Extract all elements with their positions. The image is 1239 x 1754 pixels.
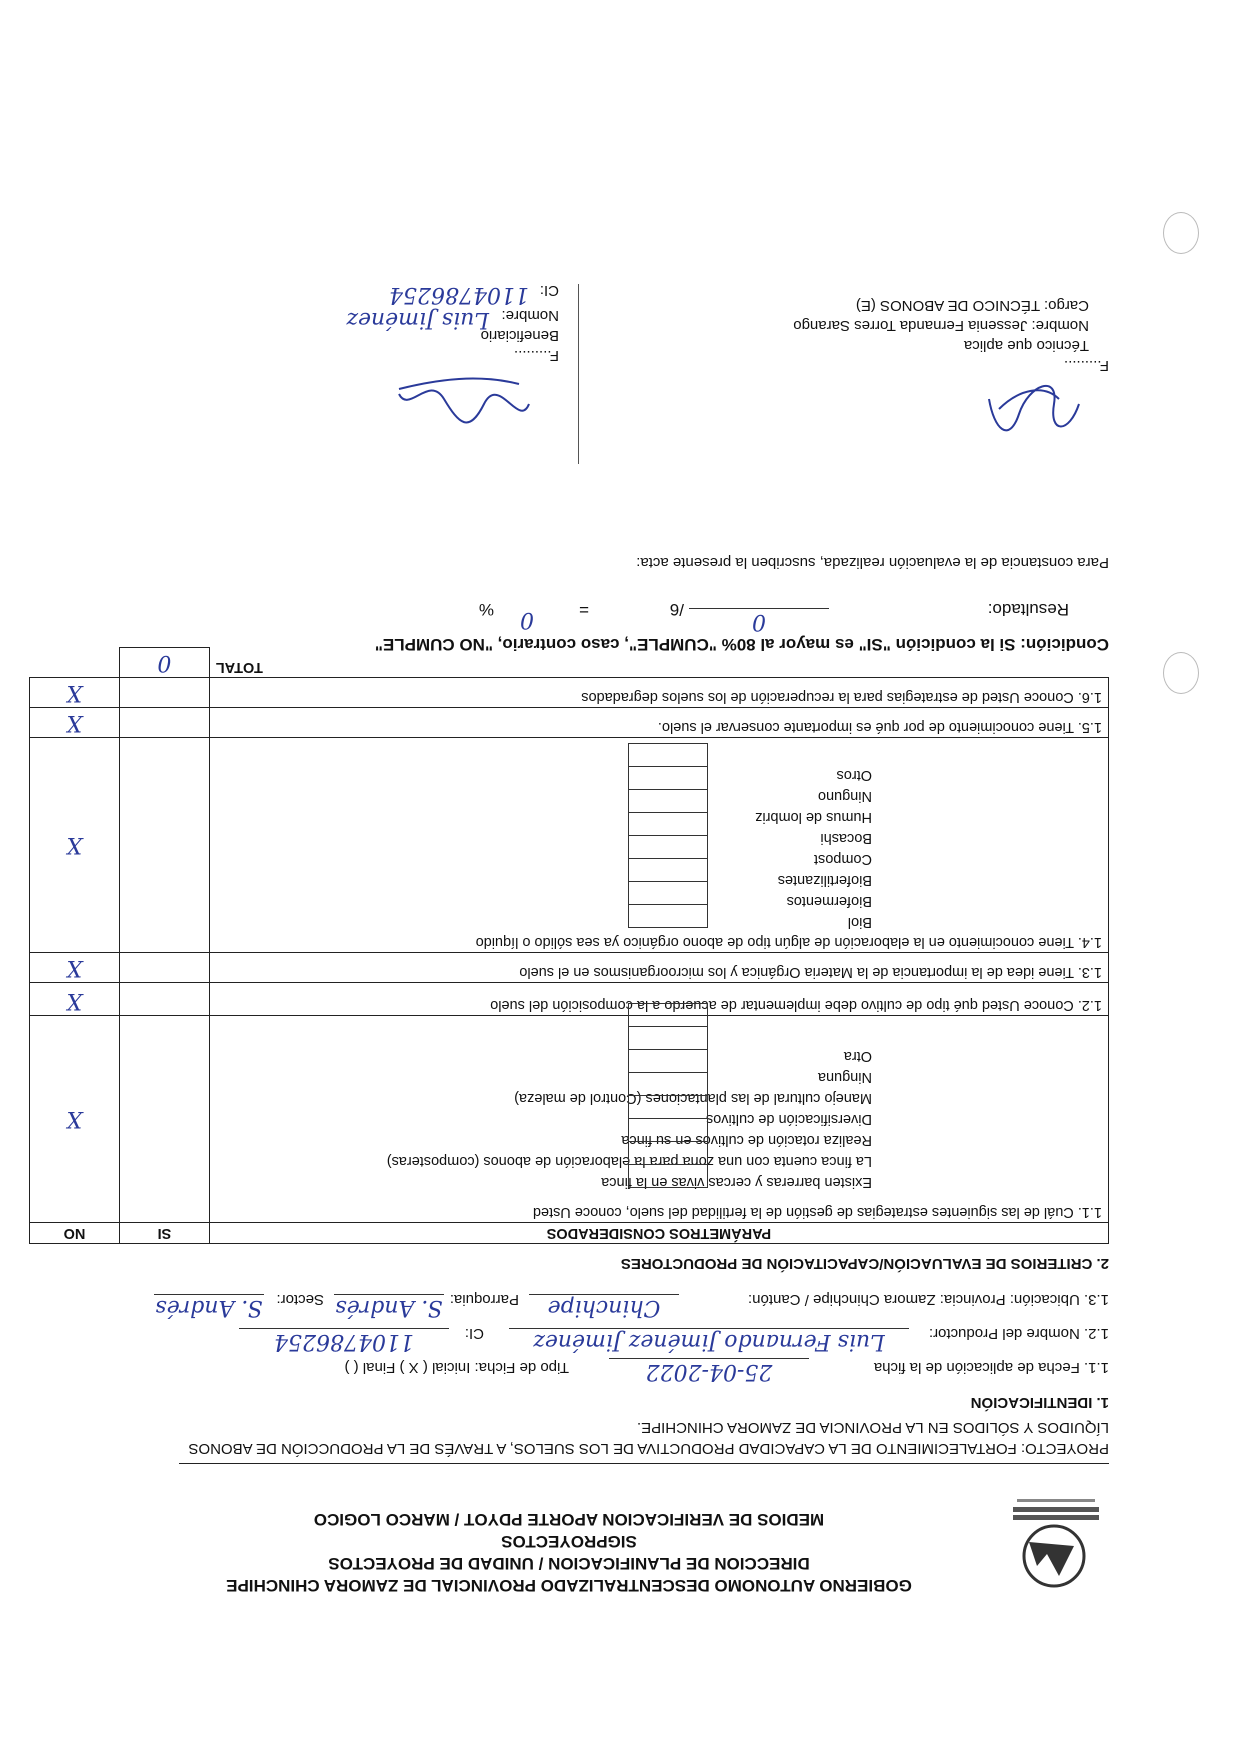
productor-value: Luis Fernando Jiménez Jiménez (509, 1328, 909, 1354)
resultado-percent-sign: % (478, 600, 494, 619)
resultado-denominator: /6 (669, 600, 684, 619)
table-row (30, 1016, 1109, 1223)
beneficiario-nombre-value: Luis Jiménez (346, 307, 489, 332)
ci-label: CI: (464, 1325, 484, 1342)
checkbox (628, 881, 708, 904)
q1-option: Existen barreras y cercas vivas en la finca (601, 1174, 872, 1190)
beneficiario-ci-value: 1104786254 (389, 282, 529, 307)
q4-option: Ninguno (817, 788, 872, 804)
q1-option: Manejo cultural de las plantaciones (Control de maleza) (514, 1090, 872, 1106)
total-label: TOTAL (209, 648, 1108, 678)
q3-si (119, 953, 209, 983)
canton-value: Chinchipe (529, 1294, 679, 1320)
col-parametros: PARÁMETROS CONSIDERADOS (209, 1223, 1108, 1244)
criteria-table (29, 647, 1109, 1244)
tecnico-role: Técnico que aplica (963, 337, 1089, 354)
signature-divider (578, 284, 579, 464)
section-criterios: 2. CRITERIOS DE EVALUACIÓN/CAPACITACIÓN DE PRODUCTORES (620, 1255, 1109, 1272)
q5-text: 1.5. Tiene conocimiento de por qué es importante conservar el suelo. (209, 708, 1108, 738)
checkbox (628, 1118, 708, 1141)
q1-text: 1.1. Cuál de las siguientes estrategias de gestión de la fertilidad del suelo, conoce Usted (532, 1204, 1102, 1220)
q1-option: Diversificación de cultivos (705, 1111, 872, 1127)
ubicacion-label: 1.3. Ubicación: Provincia: Zamora Chinchipe / Cantón: (747, 1291, 1109, 1308)
q4-option: Bocashi (820, 830, 872, 846)
table-row (30, 953, 1109, 983)
q2-no-mark: X (30, 983, 120, 1016)
tecnico-cargo: Cargo: TÉCNICO DE ABONOS (E) (855, 297, 1089, 314)
checkbox (628, 812, 708, 835)
q1-option: Realiza rotación de cultivos en su finca (621, 1132, 872, 1148)
checkbox (628, 789, 708, 812)
resultado-percent: 0 (520, 607, 534, 632)
checkbox (628, 1072, 708, 1095)
total-si-value: 0 (119, 648, 209, 678)
resultado-label: Resultado: (987, 600, 1069, 619)
q4-option: Humus de lombriz (755, 809, 872, 825)
project-title: PROYECTO: FORTALECIMIENTO DE LA CAPACIDAD PRODUCTIVA DE LOS SUELOS, A TRAVÉS DE LA PRODUCCIÓN DE ABONOS LÍQUIDOS Y SÓLIDOS EN LA PROVINCIA DE ZAMORA CHINCHIPE. (179, 1417, 1109, 1464)
table-header-row (30, 1223, 1109, 1244)
beneficiario-prefix: F......... (513, 347, 559, 364)
q4-text: 1.4. Tiene conocimiento en la elaboración de algún tipo de abono orgánico ya sea sólido o líquido (475, 934, 1102, 950)
q1-option: La finca cuenta con una zona para la elaboración de abonos (composteras) (386, 1153, 872, 1169)
beneficiario-signature (389, 364, 539, 434)
constancia-text: Para constancia de la evaluación realizada, suscriben la presente acta: (636, 554, 1109, 571)
q6-text: 1.6. Conoce Usted de estrategias para la recuperación de los suelos degradados (209, 678, 1108, 708)
beneficiario-role: Beneficiario (480, 327, 559, 344)
header-line-1: GOBIERNO AUTONOMO DESCENTRALIZADO PROVINCIAL DE ZAMORA CHINCHIPE (226, 1576, 912, 1595)
checkbox (628, 766, 708, 789)
col-si: SI (119, 1223, 209, 1244)
q4-option: Biofermentos (786, 893, 872, 909)
table-row (30, 708, 1109, 738)
q4-checkboxes (628, 743, 708, 928)
q3-no-mark: X (30, 953, 120, 983)
productor-label: 1.2. Nombre del Productor: (928, 1325, 1109, 1342)
q4-option: Compost (813, 851, 872, 867)
q6-si (119, 678, 209, 708)
parroquia-label: Parroquia: (449, 1291, 519, 1308)
checkbox (628, 1095, 708, 1118)
tipo-ficha: Tipo de Ficha: Inicial ( X ) Final ( ) (344, 1359, 569, 1376)
q2-si (119, 983, 209, 1016)
resultado-equals: = (579, 600, 589, 619)
table-row (30, 678, 1109, 708)
total-no (30, 648, 120, 678)
checkbox (628, 904, 708, 928)
tecnico-nombre: Nombre: Jessenia Fernanda Torres Sarango (793, 317, 1089, 334)
resultado-value: 0 (689, 608, 829, 634)
ci-value: 1104786254 (239, 1328, 449, 1354)
tecnico-signature (979, 374, 1089, 444)
col-no: NO (30, 1223, 120, 1244)
checkbox (628, 1003, 708, 1026)
q4-option: Otros (836, 767, 872, 783)
checkbox (628, 1026, 708, 1049)
punch-hole (1163, 652, 1199, 694)
sector-value: S. Andrés (155, 1295, 263, 1320)
tecnico-prefix: F......... (1063, 357, 1109, 374)
table-row (30, 983, 1109, 1016)
header-line-2: DIRECCION DE PLANIFICACION / UNIDAD DE PROYECTOS (328, 1554, 810, 1573)
q4-option: Biofertilizantes (777, 872, 872, 888)
q4-no-mark: X (30, 738, 120, 953)
punch-hole (1163, 212, 1199, 254)
checkbox (628, 1141, 708, 1164)
checkbox (628, 743, 708, 766)
table-row (30, 738, 1109, 953)
section-identificacion: 1. IDENTIFICACIÓN (970, 1394, 1109, 1411)
checkbox (628, 1049, 708, 1072)
header-line-4: MEDIOS DE VERIFICACION APORTE PDYOT / MARCO LOGICO (313, 1510, 825, 1529)
sector-label: Sector: (276, 1291, 324, 1308)
q5-si (119, 708, 209, 738)
fecha-label: 1.1. Fecha de aplicación de la ficha (873, 1359, 1109, 1376)
q1-option: Otra (843, 1048, 872, 1064)
q1-si (119, 1016, 209, 1223)
parroquia-value: S. Andrés (335, 1295, 443, 1320)
fecha-value: 25-04-2022 (609, 1358, 809, 1384)
q3-text: 1.3. Tiene idea de la importancia de la Materia Orgánica y los microorganismos en el suelo (209, 953, 1108, 983)
q4-option: Biol (847, 914, 872, 930)
checkbox (628, 858, 708, 881)
q5-no-mark: X (30, 708, 120, 738)
gad-logo (1009, 1484, 1109, 1594)
beneficiario-nombre-label: Nombre: (501, 307, 559, 324)
condicion: Condición: Si la condición "SI" es mayor al 80% "CUMPLE", caso contrario, "NO CUMPLE" (374, 635, 1109, 654)
header-line-3: SIGPROYECTOS (501, 1532, 637, 1551)
checkbox (628, 1164, 708, 1188)
q6-no-mark: X (30, 678, 120, 708)
q1-no-mark: X (30, 1016, 120, 1223)
q2-text: 1.2. Conoce Usted qué tipo de cultivo debe implementar de acuerdo a la composición del suelo (209, 983, 1108, 1016)
q1-checkboxes (628, 1003, 708, 1188)
checkbox (628, 835, 708, 858)
q4-si (119, 738, 209, 953)
beneficiario-ci-label: CI: (539, 282, 559, 299)
q1-option: Ninguna (817, 1069, 872, 1085)
